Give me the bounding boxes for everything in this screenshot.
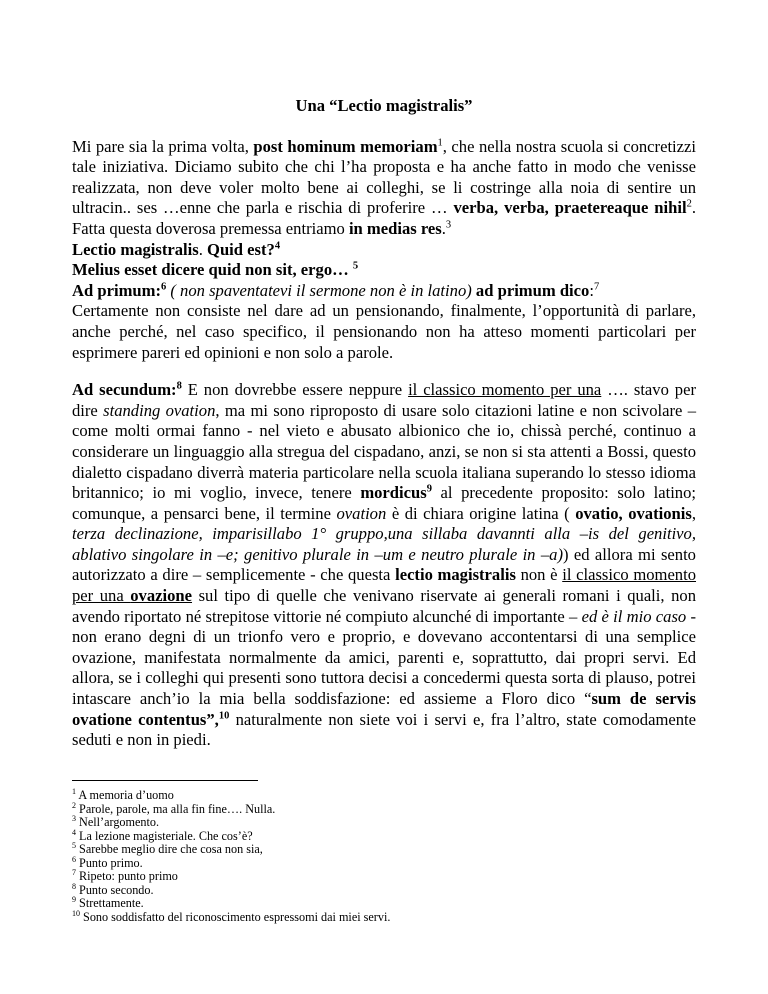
- footnote-ref-2: 2: [686, 198, 692, 210]
- footnote-8: $^8$ Punto secondo.: [72, 881, 154, 897]
- footnote-5: $^5$ Sarebbe meglio dire che cosa non sia,: [72, 840, 263, 856]
- line-melius-esset: Melius esset dicere quid non sit, ergo… $^5$: [72, 260, 359, 280]
- footnote-2: $^2$ Parole, parole, ma alla fin fine…. Nulla.: [72, 800, 276, 816]
- footnote-ref-6: 6: [160, 281, 167, 293]
- paragraph-ad-primum: Ad primum:$^6$ ( non spaventatevi il sermone non è in latino) ad primum dico:$^7$ Certamente non consiste nel dare ad un pensionando, finalmente, l’opportunità di parlare, anche perché, nel caso specifico, il pensionando non ha atteso momenti particolari per esprimere pareri ed opinioni e non solo a parole.: [72, 280, 696, 362]
- footnote-ref-5: 5: [352, 260, 359, 272]
- footnote-ref-4: 4: [274, 240, 281, 252]
- footnote-4: $^4$ La lezione magisteriale. Che cos’è?: [72, 827, 253, 843]
- footnote-ref-9: 9: [426, 483, 432, 495]
- footnote-7: $^7$ Ripeto: punto primo: [72, 867, 178, 883]
- footnote-separator: [72, 780, 258, 781]
- paragraph-intro: Mi pare sia la prima volta, post hominum memoriam$^1$, che nella nostra scuola si concretizzi tale iniziativa. Diciamo subito che chi l’ha proposta e ha anche fatto in modo che venisse realizzata, non deve voler molto bene ai colleghi, se li costringe alla noia di sentire un ultracin.. ses …enne che parla e rischia di proferire … verba, verba, praetereaque nihil$^2$. Fatta questa doverosa premessa entriamo in medias res.$^3$: [72, 136, 696, 238]
- footnote-1: $^1$ A memoria d’uomo: [72, 786, 174, 802]
- footnote-ref-3: 3: [445, 219, 452, 231]
- paragraph-ad-secundum: Ad secundum:$^8$ E non dovrebbe essere neppure il classico momento per una …. stavo per dire standing ovation, ma mi sono riproposto di usare solo citazioni latine e non scivolare – come molti ormai fanno - nel vieto e abusato albionico che io, chissà perché, continuo a considerare un linguaggio alla stregua del cispadano, anzi, se non si sta attenti a Bossi, questo dialetto cispadano diverrà materia particolare nella scuola italiana superando lo stesso idioma britannico; io mi voglio, invece, tenere mordicus$^9$ al precedente proposito: solo latino; comunque, a pensarci bene, il termine ovation è di chiara origine latina ( ovatio, ovationis, terza declinazione, imparisillabo 1° gruppo,una sillaba davannti alla –is del genitivo, ablativo singolare in –e; genitivo plurale in –um e neutro plurale in –a)) ed allora mi sento autorizzato a dire – semplicemente - che questa lectio magistralis non è il classico momento per una ovazione sul tipo di quelle che venivano riservate ai generali romani i quali, non avendo riportato né strepitose vittorie né compiuto alcunché di importante – ed è il mio caso - non erano degni di un trionfo vero e proprio, e dovevano accontentarsi di una semplice ovazione, manifestata normalmente da amici, parenti e, soprattutto, dai propri servi. Ed allora, se i colleghi qui presenti sono tuttora decisi a concedermi questa sorta di plauso, potrei intascare anch’io la mia bella soddisfazione: ed assieme a Floro dico “sum de servis ovatione contentus”,$^{10}$ naturalmente non siete voi i servi e, fra l’altro, state comodamente seduti e non in piedi.: [72, 380, 697, 750]
- footnote-ref-7: 7: [593, 281, 600, 293]
- footnote-9: $^9$ Strettamente.: [72, 894, 144, 910]
- footnote-6: $^6$ Punto primo.: [72, 854, 143, 870]
- footnotes-section: [72, 780, 696, 924]
- footnote-ref-10: 10: [218, 710, 230, 722]
- document-body: [72, 96, 696, 751]
- footnote-3: $^3$ Nell’argomento.: [72, 813, 160, 829]
- footnote-10: $^{10}$ Sono soddisfatto del riconoscimento espressomi dai miei servi.: [72, 908, 391, 924]
- line-lectio-quid-est: Lectio magistralis. Quid est?$^4$: [72, 239, 281, 259]
- document-title: Una “Lectio magistralis”: [295, 96, 473, 115]
- footnote-ref-8: 8: [176, 380, 182, 392]
- footnote-ref-1: 1: [437, 137, 443, 149]
